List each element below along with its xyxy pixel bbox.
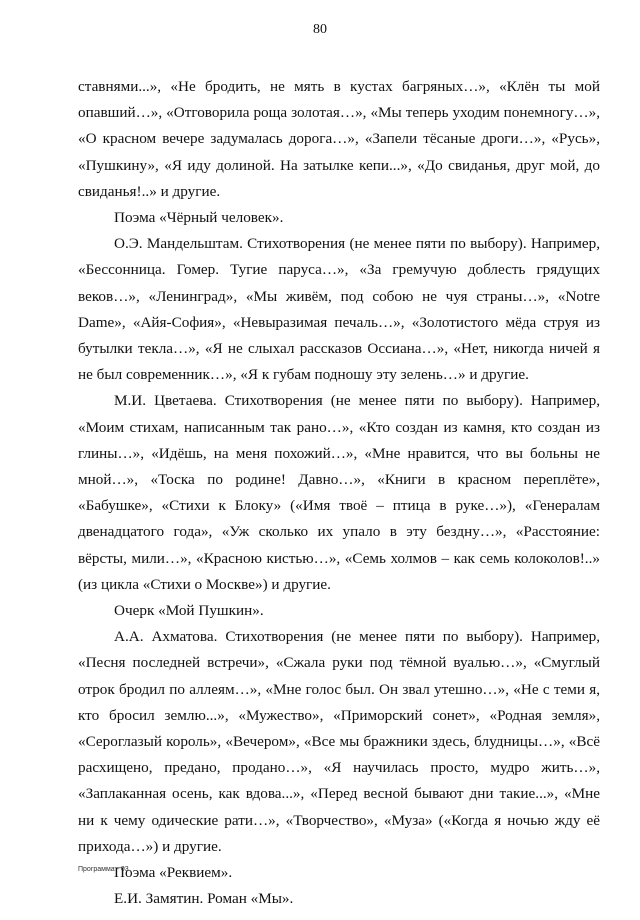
footer-label: Программа - 03 bbox=[78, 866, 129, 873]
page-number: 80 bbox=[313, 22, 327, 37]
paragraph-requiem-poem: Поэма «Реквием». bbox=[114, 864, 233, 882]
document-body bbox=[78, 74, 600, 913]
paragraph-zamyatin: Е.И. Замятин. Роман «Мы». bbox=[114, 890, 294, 908]
paragraph-my-pushkin-essay: Очерк «Мой Пушкин». bbox=[114, 602, 264, 620]
paragraph-mandelstam: О.Э. Мандельштам. Стихотворения (не менее пяти по выбору). Например, «Бессонница. Гомер. Тугие паруса…», «За гремучую доблесть грядущих веков…», «Ленинград», «Мы живём, под собою не чуя страны…», «Notre Dame», «Айя-София», «Невыразимая печаль…», «Золотистого мёда струя из бутылки текла…», «Я не слыхал рассказов Оссиана…», «Нет, никогда ничей я не был современник…», «Я к губам подношу эту зелень…» и другие. bbox=[78, 235, 600, 384]
paragraph-akhmatova: А.А. Ахматова. Стихотворения (не менее пяти по выбору). Например, «Песня последней встречи», «Сжала руки под тёмной вуалью…», «Смуглый отрок бродил по аллеям…», «Мне голос был. Он звал утешно…», «Не с теми я, кто бросил землю...», «Мужество», «Приморский сонет», «Родная земля», «Сероглазый король», «Вечером», «Все мы бражники здесь, блудницы…», «Всё расхищено, предано, продано…», «Я научилась просто, мудро жить…», «Заплаканная осень, как вдова...», «Перед весной бывают дни такие...», «Мне ни к чему одические рати…», «Творчество», «Муза» («Когда я ночью жду её прихода…») и другие. bbox=[78, 628, 600, 855]
paragraph-yesenin-continued: ставнями...», «Не бродить, не мять в кустах багряных…», «Клён ты мой опавший…», «Отговорила роща золотая…», «Мы теперь уходим понемногу…», «О красном вечере задумалась дорога…», «Запели тёсаные дроги…», «Русь», «Пушкину», «Я иду долиной. На затылке кепи...», «До свиданья, друг мой, до свиданья!..» и другие. bbox=[78, 78, 600, 200]
paragraph-black-man-poem: Поэма «Чёрный человек». bbox=[114, 209, 284, 227]
paragraph-tsvetaeva: М.И. Цветаева. Стихотворения (не менее пяти по выбору). Например, «Моим стихам, написанным так рано…», «Кто создан из камня, кто создан из глины…», «Идёшь, на меня похожий…», «Мне нравится, что вы больны не мной…», «Тоска по родине! Давно…», «Книги в красном переплёте», «Бабушке», «Стихи к Блоку» («Имя твоё – птица в руке…»), «Генералам двенадцатого года», «Уж сколько их упало в эту бездну…», «Расстояние: вёрсты, мили…», «Красною кистью…», «Семь холмов – как семь колоколов!..» (из цикла «Стихи о Москве») и другие. bbox=[78, 392, 600, 593]
